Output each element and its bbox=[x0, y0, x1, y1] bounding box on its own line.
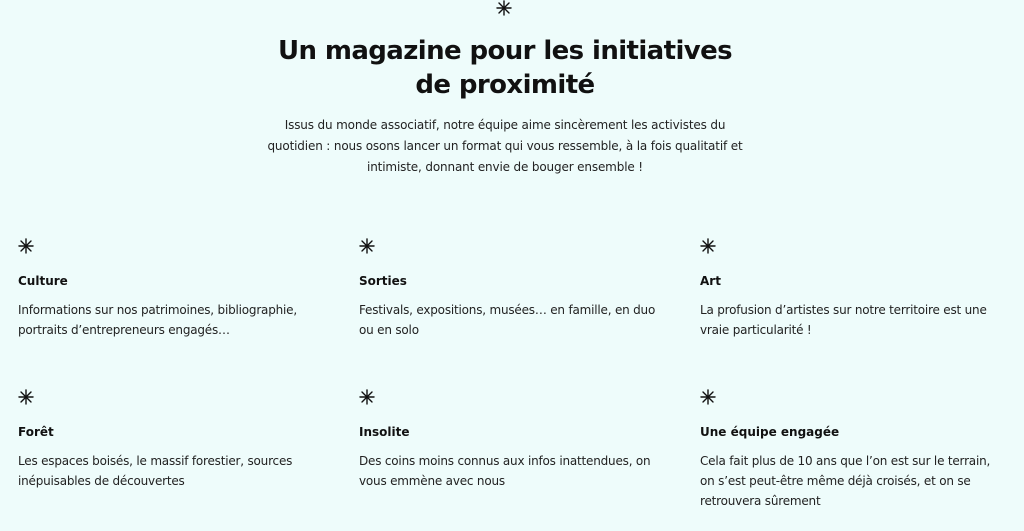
asterisk-icon bbox=[700, 238, 716, 254]
feature-description: Des coins moins connus aux infos inattendues, on vous emmène avec nous bbox=[359, 454, 651, 488]
asterisk-icon bbox=[496, 0, 512, 16]
feature-title: Une équipe engagée bbox=[700, 425, 840, 439]
feature-description: Cela fait plus de 10 ans que l’on est sur le terrain, on s’est peut-être même déjà croisés, et on se retrouvera sûrement bbox=[700, 454, 991, 508]
asterisk-icon bbox=[18, 389, 34, 405]
feature-title: Culture bbox=[18, 274, 68, 288]
feature-description: Festivals, expositions, musées… en famille, en duo ou en solo bbox=[359, 303, 656, 337]
asterisk-icon bbox=[700, 389, 716, 405]
feature-description: La profusion d’artistes sur notre territoire est une vraie particularité ! bbox=[700, 303, 987, 337]
intro-text: Issus du monde associatif, notre équipe aime sincèrement les activistes du quotidien : nous osons lancer un format qui vous ressemble, à la fois qualitatif et intimiste, donnant envie de bouger ensemble ! bbox=[267, 118, 743, 174]
page-title: Un magazine pour les initiatives de proximité bbox=[277, 36, 733, 100]
feature-title: Insolite bbox=[359, 425, 410, 439]
asterisk-icon bbox=[18, 238, 34, 254]
feature-title: Art bbox=[700, 274, 721, 288]
asterisk-icon bbox=[359, 389, 375, 405]
asterisk-icon bbox=[359, 238, 375, 254]
feature-title: Sorties bbox=[359, 274, 407, 288]
feature-description: Les espaces boisés, le massif forestier, sources inépuisables de découvertes bbox=[18, 454, 293, 488]
feature-description: Informations sur nos patrimoines, bibliographie, portraits d’entrepreneurs engagés… bbox=[18, 303, 297, 337]
feature-title: Forêt bbox=[18, 425, 54, 439]
